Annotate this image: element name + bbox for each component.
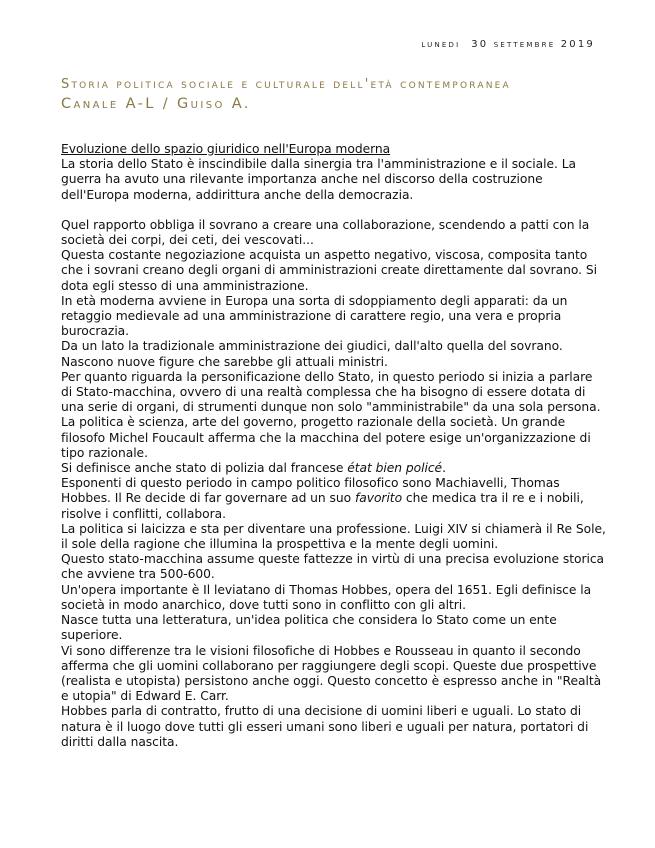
date-line [421,39,595,50]
date-year: 2019 [560,39,595,50]
paragraph: La politica si laicizza e sta per diventare una professione. Luigi XIV si chiamerà il Re Sole, il sole della ragione che illumina la prospettiva e la mente degli uomini. [61,521,606,552]
paragraph: Questa costante negoziazione acquista un aspetto negativo, viscosa, composita tanto che i sovrani creano degli organi di amministrazioni create direttamente dal sovrano. Si dota egli stesso di una amministrazione. [61,248,598,293]
paragraph-text: Si definisce anche stato di polizia dal francese [61,461,348,476]
document-body [61,142,606,750]
paragraph-text: . [442,461,446,476]
paragraph: Questo stato-macchina assume queste fattezze in virtù di una precisa evoluzione storica che avviene tra 500-600. [61,552,605,582]
paragraph: Nasce tutta una letteratura, un'idea politica che considera lo Stato come un ente superiore. [61,613,557,643]
paragraph: Hobbes parla di contratto, frutto di una decisione di uomini liberi e uguali. Lo stato di natura è il luogo dove tutti gli esseri umani sono liberi e uguali per natura, portatori di diritti dalla nascita. [61,704,589,749]
italic-term: favorito [354,491,403,506]
date-day: lunedi [421,39,461,50]
paragraph: In età moderna avviene in Europa una sorta di sdoppiamento degli apparati: da un retaggio medievale ad una amministrazione di carattere regio, una vera e propria burocrazia. [61,293,568,339]
section-subtitle: Evoluzione dello spazio giuridico nell'Europa moderna [61,142,391,156]
paragraph: Quel rapporto obbliga il sovrano a creare una collaborazione, scendendo a patti con la società dei corpi, dei ceti, dei vescovati... [61,217,590,248]
paragraph: La politica è scienza, arte del governo, progetto razionale della società. Un grande filosofo Michel Foucault afferma che la macchina del potere esige un'organizzazione di tipo razionale. [61,415,591,460]
date-month: settembre [493,39,556,50]
document-header [61,76,601,114]
paragraph: Un'opera importante è Il leviatano di Thomas Hobbes, opera del 1651. Egli definisce la società in modo anarchico, dove tutti sono in conflitto con gli altri. [61,582,592,612]
paragraph [61,461,606,476]
paragraph: Per quanto riguarda la personificazione dello Stato, in questo periodo si inizia a parlare di Stato-macchina, ovvero di una realtà complessa che ha bisogno di essere dotata di una serie di organi, di strumenti dunque non solo "amministrabile" da una sola persona. [61,369,601,415]
date-number: 30 [471,39,489,50]
channel-title: Canale A-L / Guiso A. [61,96,251,112]
paragraph: Vi sono differenze tra le visioni filosofiche di Hobbes e Rousseau in quanto il secondo afferma che gli uomini collaborano per raggiungere degli scopi. Queste due prospettive (realista e utopista) persistono anche oggi. Questo concetto è espresso anche in "Realtà e utopia" di Edward E. Carr. [61,643,602,704]
paragraph [61,476,606,522]
course-title: Storia politica sociale e culturale dell'età contemporanea [61,77,511,92]
paragraph-gap [61,203,606,218]
paragraph: La storia dello Stato è inscindibile dalla sinergia tra l'amministrazione e il sociale. La guerra ha avuto una rilevante importanza anche nel discorso della costruzione dell'Europa moderna, addirittura anche della democrazia. [61,157,576,202]
paragraph-text: che medica tra il re e i nobili, risolve i conflitti, collabora. [61,491,584,521]
paragraph-text: Esponenti di questo periodo in campo politico filosofico sono Machiavelli, Thomas Hobbes. Il Re decide di far governare ad un suo [61,476,560,506]
paragraph: Da un lato la tradizionale amministrazione dei giudici, dall'alto quella del sovrano. Nascono nuove figure che sarebbe gli attuali ministri. [61,339,563,369]
italic-term: état bien policé [347,461,443,476]
